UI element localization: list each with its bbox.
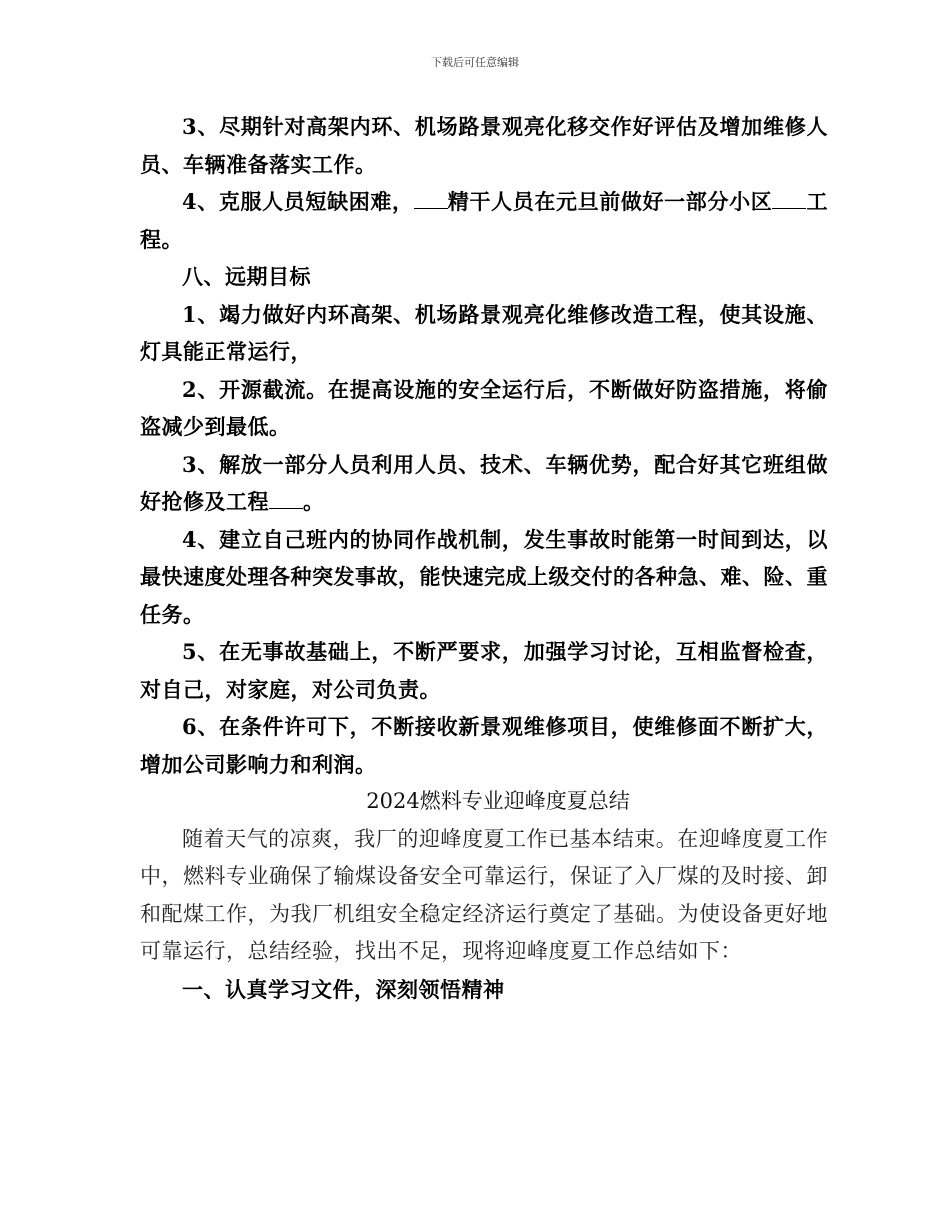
- goal-5: 5、在无事故基础上，不断严要求，加强学习讨论，互相监督检查，对自己，对家庭，对公司负责。: [140, 639, 828, 702]
- blank-line: [414, 190, 448, 209]
- blank-line: [772, 190, 806, 209]
- goal-4: 4、建立自己班内的协同作战机制，发生事故时能第一时间到达，以最快速度处理各种突发事故，能快速完成上级交付的各种急、难、险、重任务。: [140, 526, 828, 627]
- document-title: 2024燃料专业迎峰度夏总结: [366, 789, 630, 813]
- paragraph-4: [140, 183, 828, 258]
- document-body: [140, 108, 828, 1008]
- section-heading-long-term-goals: 八、远期目标: [182, 264, 311, 289]
- heading-1: 一、认真学习文件，深刻领悟精神: [182, 976, 505, 1002]
- goal-6: 6、在条件许可下，不断接收新景观维修项目，使维修面不断扩大，增加公司影响力和利润。: [140, 714, 828, 777]
- goal-3-part-2: 。: [303, 489, 325, 514]
- page-header: 下载后可任意编辑: [431, 56, 519, 69]
- goal-3-part-1: 3、解放一部分人员利用人员、技术、车辆优势，配合好其它班组做好抢修及工程: [140, 451, 828, 514]
- goal-1: 1、竭力做好内环高架、机场路景观亮化维修改造工程，使其设施、灯具能正常运行，: [140, 301, 828, 364]
- blank-line: [269, 490, 303, 509]
- paragraph-4-part-2: 精干人员在元旦前做好一部分小区: [447, 189, 773, 214]
- paragraph-3: 3、尽期针对高架内环、机场路景观亮化移交作好评估及增加维修人员、车辆准备落实工作。: [140, 114, 828, 177]
- goal-3: [140, 446, 828, 521]
- paragraph-4-part-1: 4、克服人员短缺困难，: [182, 189, 414, 214]
- intro-paragraph: 随着天气的凉爽，我厂的迎峰度夏工作已基本结束。在迎峰度夏工作中，燃料专业确保了输煤设备安全可靠运行，保证了入厂煤的及时接、卸和配煤工作，为我厂机组安全稳定经济运行奠定了基础。为使设备更好地可靠运行，总结经验，找出不足，现将迎峰度夏工作总结如下：: [140, 826, 828, 963]
- paragraph-4-part-3: 工程。: [140, 189, 828, 252]
- goal-2: 2、开源截流。在提高设施的安全运行后，不断做好防盗措施，将偷盗减少到最低。: [140, 376, 828, 439]
